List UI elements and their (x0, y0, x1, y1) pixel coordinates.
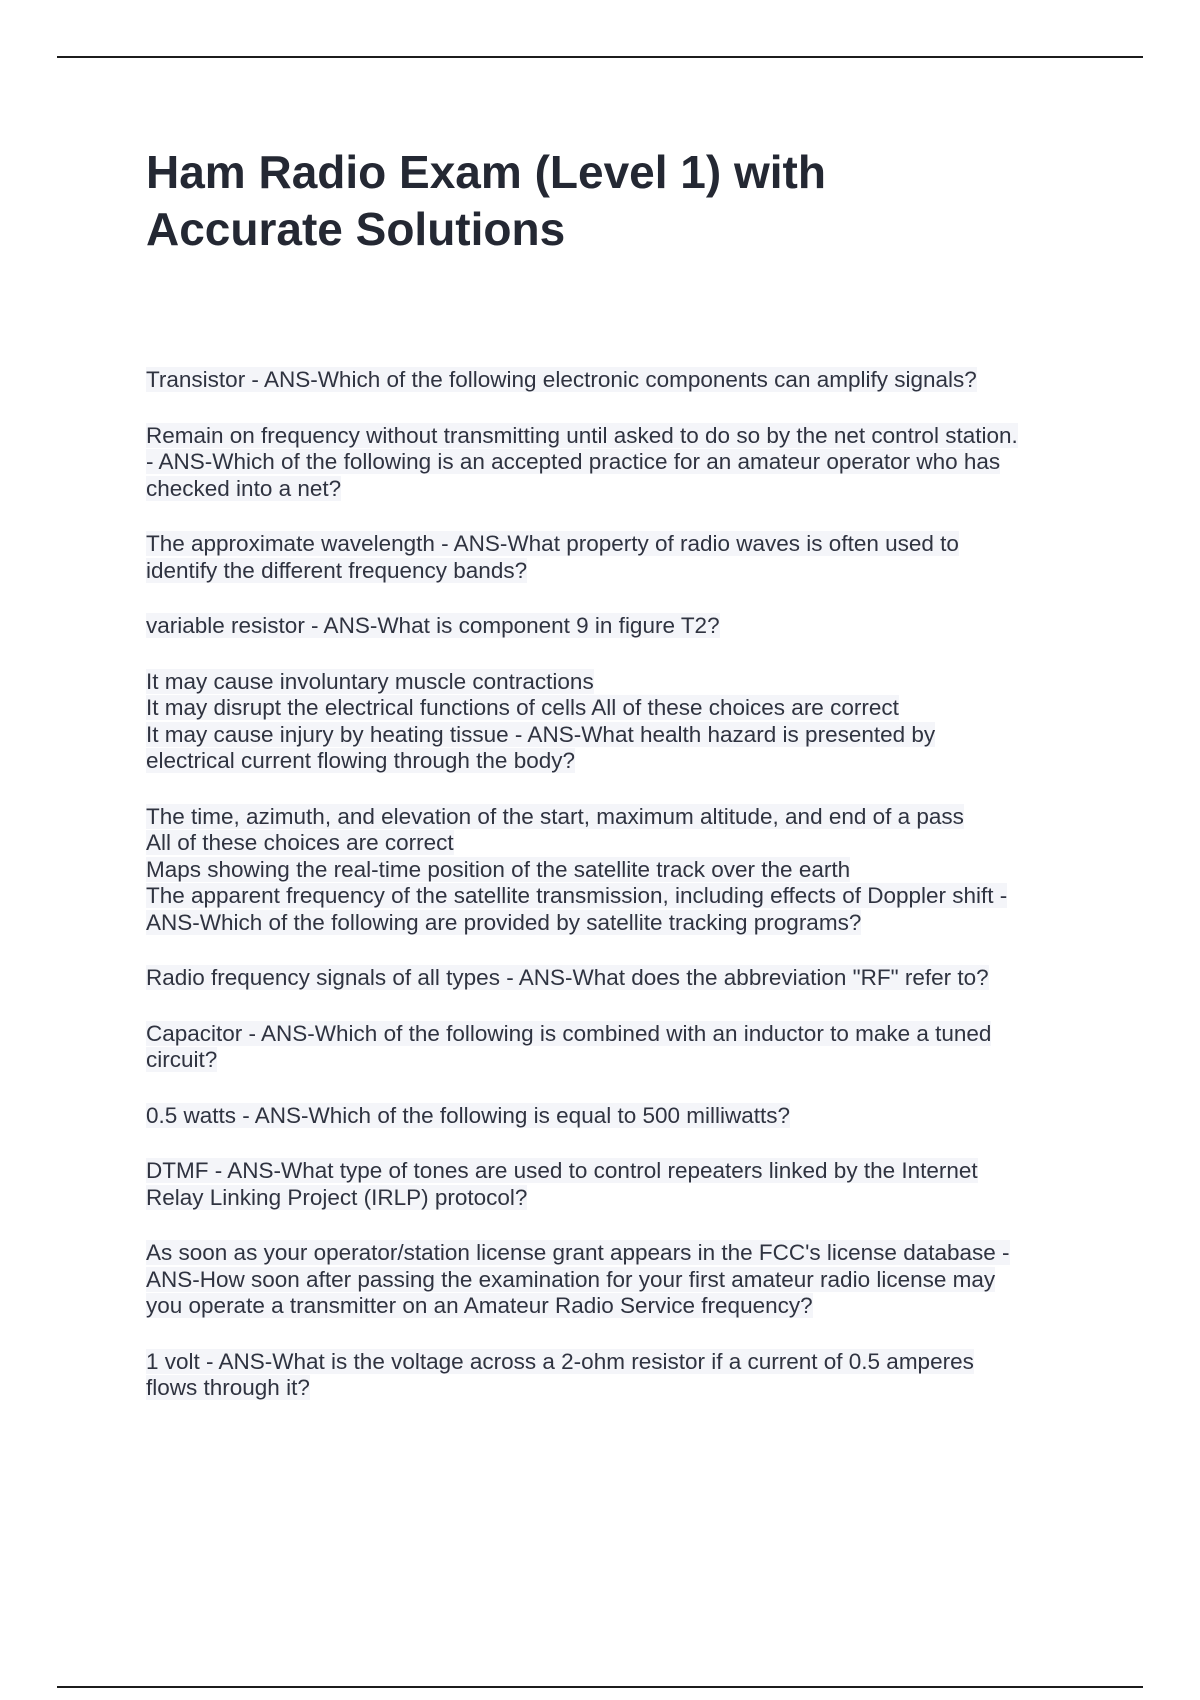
qa-line-text: All of these choices are correct (146, 830, 454, 855)
qa-line (146, 1240, 1106, 1267)
qa-line (146, 613, 1106, 640)
qa-line-text: Transistor - ANS-Which of the following electronic components can amplify signals? (146, 367, 977, 392)
top-divider (57, 56, 1143, 58)
qa-list (146, 367, 1106, 1431)
qa-line-text: 1 volt - ANS-What is the voltage across a 2-ohm resistor if a current of 0.5 amperes (146, 1348, 974, 1374)
qa-line-text: The approximate wavelength - ANS-What property of radio waves is often used to (146, 531, 959, 556)
qa-item (146, 1103, 1106, 1130)
qa-item (146, 423, 1106, 503)
title-line: Accurate Solutions (146, 203, 566, 255)
qa-line-text: - ANS-Which of the following is an accepted practice for an amateur operator who has (146, 449, 1001, 474)
qa-line (146, 883, 1106, 910)
qa-line-text: ANS-How soon after passing the examination for your first amateur radio license may (146, 1266, 996, 1292)
qa-line (146, 1349, 1106, 1376)
qa-item (146, 965, 1106, 992)
qa-line-text: DTMF - ANS-What type of tones are used to control repeaters linked by the Internet (146, 1158, 978, 1183)
qa-line-text: you operate a transmitter on an Amateur Radio Service frequency? (146, 1293, 813, 1318)
qa-line-text: Radio frequency signals of all types - ANS-What does the abbreviation "RF" refer to? (146, 965, 989, 990)
qa-line-text: The time, azimuth, and elevation of the start, maximum altitude, and end of a pass (146, 803, 964, 829)
qa-line-text: circuit? (146, 1047, 218, 1072)
qa-line (146, 558, 1106, 585)
qa-line (146, 857, 1106, 884)
qa-line-text: Remain on frequency without transmitting until asked to do so by the net control station. (146, 422, 1018, 448)
qa-line-text: It may cause involuntary muscle contractions (146, 668, 594, 694)
qa-item (146, 1349, 1106, 1402)
qa-item (146, 613, 1106, 640)
bottom-divider (57, 1686, 1143, 1688)
qa-line (146, 476, 1106, 503)
qa-line-text: It may disrupt the electrical functions of cells All of these choices are correct (146, 695, 899, 720)
qa-item (146, 1021, 1106, 1074)
qa-line-text: As soon as your operator/station license grant appears in the FCC's license database - (146, 1240, 1010, 1265)
qa-line-text: identify the different frequency bands? (146, 557, 528, 583)
qa-line (146, 531, 1106, 558)
qa-line (146, 669, 1106, 696)
qa-line (146, 1158, 1106, 1185)
qa-item (146, 367, 1106, 394)
qa-line-text: variable resistor - ANS-What is component 9 in figure T2? (146, 613, 720, 638)
qa-item (146, 669, 1106, 775)
qa-line-text: 0.5 watts - ANS-Which of the following is equal to 500 milliwatts? (146, 1102, 791, 1128)
qa-line-text: The apparent frequency of the satellite transmission, including effects of Doppler shift - (146, 883, 1008, 908)
qa-line (146, 748, 1106, 775)
qa-line (146, 910, 1106, 937)
qa-line (146, 722, 1106, 749)
title-line: Ham Radio Exam (Level 1) with (146, 146, 826, 198)
qa-line (146, 423, 1106, 450)
qa-line (146, 367, 1106, 394)
qa-line-text: Relay Linking Project (IRLP) protocol? (146, 1184, 528, 1210)
qa-item (146, 1240, 1106, 1320)
qa-line (146, 830, 1106, 857)
qa-line-text: It may cause injury by heating tissue - ANS-What health hazard is presented by (146, 721, 936, 747)
qa-line (146, 1375, 1106, 1402)
qa-line-text: flows through it? (146, 1375, 310, 1400)
qa-line-text: Capacitor - ANS-Which of the following is combined with an inductor to make a tuned (146, 1020, 992, 1046)
qa-line-text: Maps showing the real-time position of the satellite track over the earth (146, 856, 851, 882)
qa-line-text: electrical current flowing through the body? (146, 748, 575, 773)
qa-line (146, 1047, 1106, 1074)
qa-line (146, 1293, 1106, 1320)
qa-item (146, 531, 1106, 584)
qa-item (146, 1158, 1106, 1211)
qa-line (146, 449, 1106, 476)
qa-line-text: checked into a net? (146, 475, 342, 501)
qa-line (146, 1103, 1106, 1130)
qa-line (146, 1021, 1106, 1048)
qa-line (146, 1267, 1106, 1294)
qa-line (146, 804, 1106, 831)
qa-line-text: ANS-Which of the following are provided by satellite tracking programs? (146, 909, 862, 935)
qa-line (146, 965, 1106, 992)
page-title (146, 144, 1046, 258)
qa-line (146, 1185, 1106, 1212)
qa-line (146, 695, 1106, 722)
qa-item (146, 804, 1106, 937)
